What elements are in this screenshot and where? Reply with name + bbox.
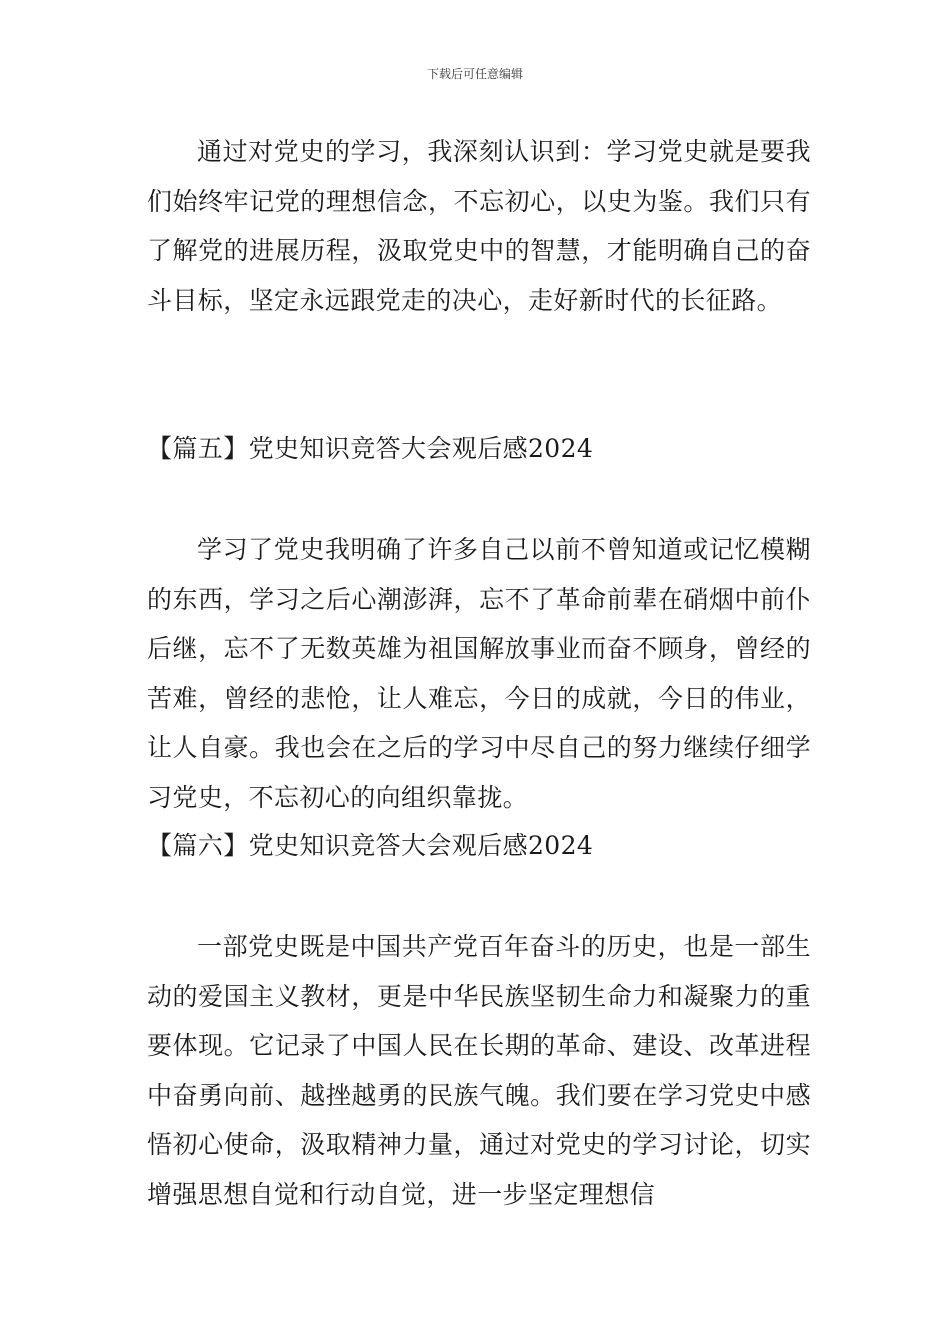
page-header-note: 下载后可任意编辑 [426,67,523,81]
paragraph-3: 一部党史既是中国共产党百年奋斗的历史，也是一部生动的爱国主义教材，更是中华民族坚韧生命力和凝聚力的重要体现。它记录了中国人民在长期的革命、建设、改革进程中奋勇向前、越挫越勇的民族气魄。我们要在学习党史中感悟初心使命，汲取精神力量，通过对党史的学习讨论，切实增强思想自觉和行动自觉，进一步坚定理想信 [147,932,811,1209]
paragraph-1: 通过对党史的学习，我深刻认识到：学习党史就是要我们始终牢记党的理想信念，不忘初心，以史为鉴。我们只有了解党的进展历程，汲取党史中的智慧，才能明确自己的奋斗目标，坚定永远跟党走的决心，走好新时代的长征路。 [147,137,811,315]
section-heading-5: 【篇五】党史知识竞答大会观后感2024 [147,434,594,463]
paragraph-2: 学习了党史我明确了许多自己以前不曾知道或记忆模糊的东西，学习之后心潮澎湃，忘不了革命前辈在硝烟中前仆后继，忘不了无数英雄为祖国解放事业而奋不顾身，曾经的苦难，曾经的悲怆，让人难忘，今日的成就，今日的伟业，让人自豪。我也会在之后的学习中尽自己的努力继续仔细学习党史，不忘初心的向组织靠拢。 [147,535,811,812]
section-heading-6: 【篇六】党史知识竞答大会观后感2024 [147,831,594,860]
